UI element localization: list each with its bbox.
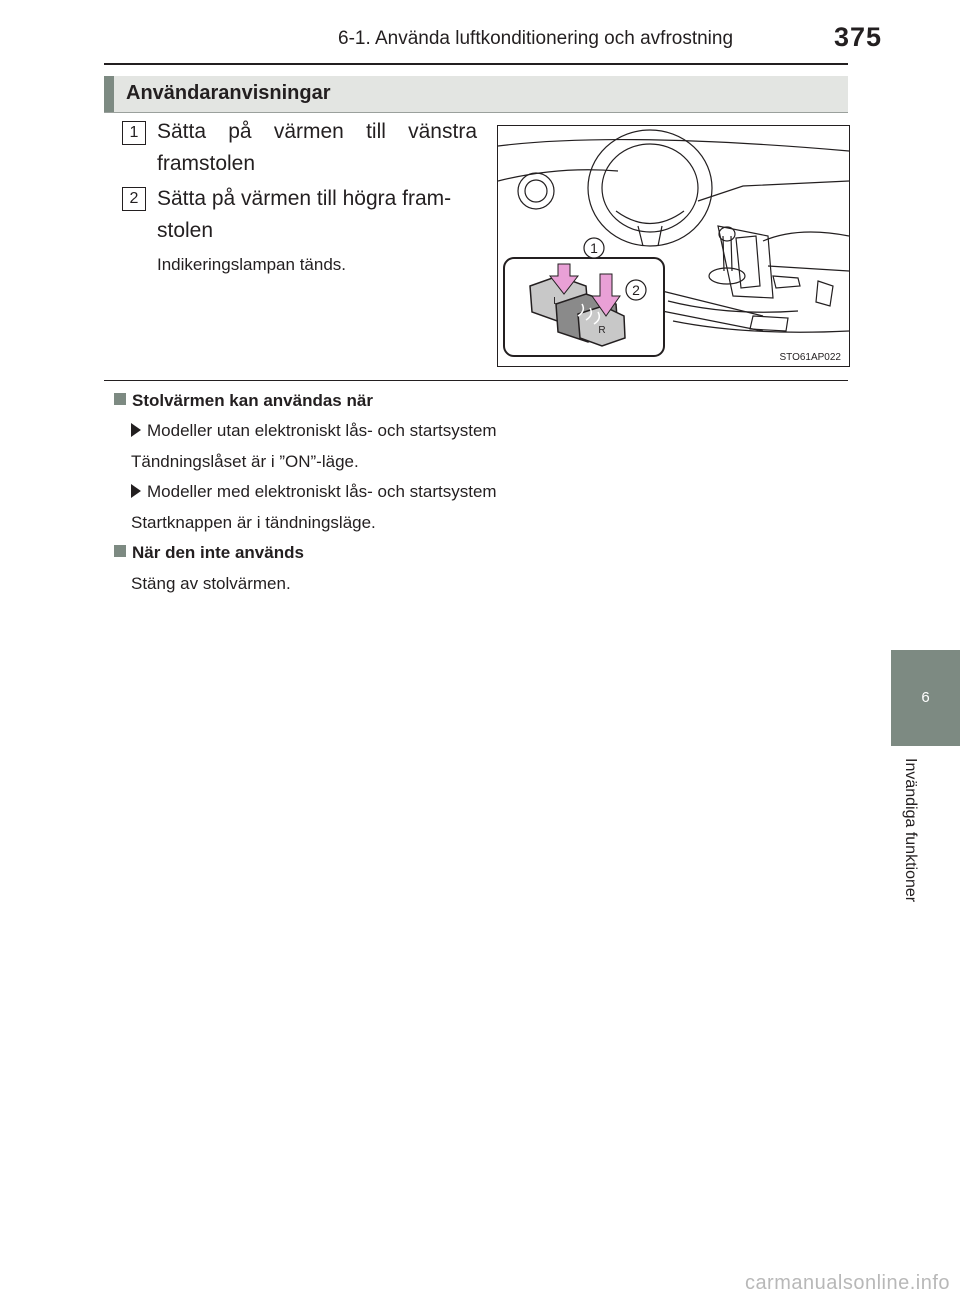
button-right-letter: R bbox=[598, 325, 606, 336]
dashboard-drawing bbox=[498, 126, 849, 366]
step-2-number: 2 bbox=[122, 187, 146, 211]
info-heading-1: Stolvärmen kan användas när bbox=[114, 391, 373, 411]
triangle-bullet-icon bbox=[131, 484, 141, 498]
watermark: carmanualsonline.info bbox=[744, 1272, 950, 1294]
info-heading-2: När den inte används bbox=[114, 543, 304, 563]
bullet-line-2: Modeller med elektroniskt lås- och startsystem bbox=[131, 482, 497, 502]
callout-1: 1 bbox=[590, 240, 598, 256]
section-heading-bar bbox=[104, 76, 848, 113]
seat-heater-illustration bbox=[497, 125, 850, 367]
info-text-1: Tändningslåset är i ”ON”-läge. bbox=[131, 452, 359, 471]
indicator-note: Indikeringslampan tänds. bbox=[157, 255, 347, 274]
square-bullet-icon bbox=[114, 393, 126, 405]
page-number: 375 bbox=[833, 22, 882, 52]
button-left-letter: L bbox=[553, 296, 559, 307]
section-accent bbox=[104, 76, 114, 112]
header-rule bbox=[104, 63, 848, 65]
callout-2: 2 bbox=[632, 282, 640, 298]
section-title: Användaranvisningar bbox=[126, 82, 331, 104]
chapter-tab: 6 bbox=[891, 650, 960, 746]
info-text-2: Startknappen är i tändningsläge. bbox=[131, 513, 376, 532]
bullet-line-1: Modeller utan elektroniskt lås- och startsystem bbox=[131, 421, 497, 441]
square-bullet-icon bbox=[114, 545, 126, 557]
triangle-bullet-icon bbox=[131, 423, 141, 437]
step-2-line1: Sätta på värmen till högra fram- bbox=[157, 187, 452, 210]
step-2-line2: stolen bbox=[157, 219, 214, 242]
step-1-line1: Sätta på värmen till vänstra bbox=[157, 120, 477, 143]
step-1-line2: framstolen bbox=[157, 152, 256, 175]
chapter-title: 6-1. Använda luftkonditionering och avfrostning bbox=[338, 28, 734, 49]
step-1-number: 1 bbox=[122, 121, 146, 145]
separator-rule bbox=[104, 380, 848, 381]
info-text-3: Stäng av stolvärmen. bbox=[131, 574, 291, 593]
figure-code: STO61AP022 bbox=[779, 352, 841, 363]
chapter-tab-label: Invändiga funktioner bbox=[902, 758, 919, 903]
